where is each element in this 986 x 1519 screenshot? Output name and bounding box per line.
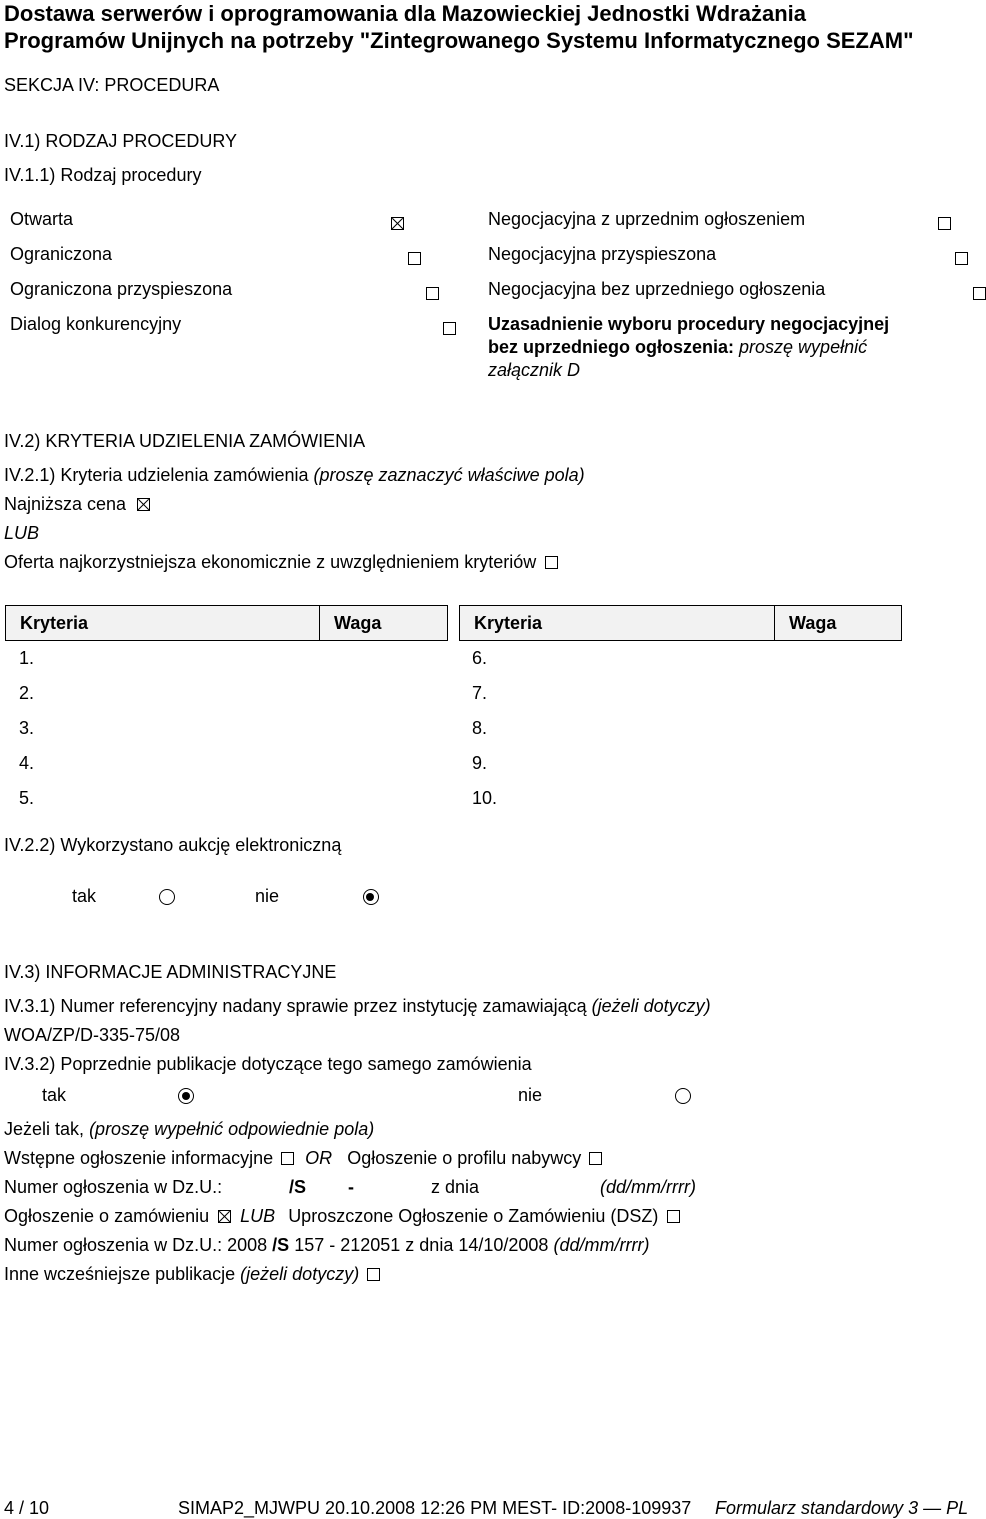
iv3-sub1-label: IV.3.1) Numer referencyjny nadany sprawie przez instytucję zamawiającą [4,996,587,1016]
iv1-subheading: IV.1.1) Rodzaj procedury [4,165,202,185]
buyer-profile-checkbox[interactable] [589,1152,602,1165]
buyer-profile-label: Ogłoszenie o profilu nabywcy [347,1148,582,1168]
criteria-number: 10. [472,788,498,808]
previous-yes-label: tak [42,1085,67,1105]
justification-italic: proszę wypełnić [739,337,868,357]
auction-no-radio[interactable] [363,889,379,905]
lub-label: LUB [240,1206,276,1226]
justification-line1: Uzasadnienie wyboru procedury negocjacyjnej [488,314,890,334]
iv3-heading: IV.3) INFORMACJE ADMINISTRACYJNE [4,962,337,982]
oj1-date-format: (dd/mm/rrrr) [600,1177,696,1197]
procedure-negotiated-without-notice-checkbox[interactable] [973,287,986,300]
footer-dash: — [923,1498,942,1518]
footer-doc-id: SIMAP2_MJWPU 20.10.2008 12:26 PM MEST- ID:2008-109937 [178,1498,692,1518]
pin-checkbox[interactable] [281,1152,294,1165]
other-publications-label: Inne wcześniejsze publikacje [4,1264,236,1284]
procedure-negotiated-with-notice-checkbox[interactable] [938,217,951,230]
simplified-notice-label: Uproszczone Ogłoszenie o Zamówieniu (DSZ) [288,1206,659,1226]
procedure-negotiated-accelerated-checkbox[interactable] [955,252,968,265]
or-label: LUB [4,523,40,543]
other-publications-checkbox[interactable] [367,1268,380,1281]
iv2-sub1-label: IV.2.1) Kryteria udzielenia zamówienia [4,465,309,485]
pin-label: Wstępne ogłoszenie informacyjne [4,1148,274,1168]
iv3-sub1-note: (jeżeli dotyczy) [591,996,711,1016]
section-heading: SEKCJA IV: PROCEDURA [4,75,220,95]
criteria-number: 8. [472,718,488,738]
pin-row [4,1147,602,1169]
oj2-slash-s: /S [272,1235,290,1255]
oj2-date: 14/10/2008 [458,1235,549,1255]
oj2-label: Numer ogłoszenia w Dz.U.: [4,1235,223,1255]
criteria-number: 7. [472,683,488,703]
footer-page-number: 4 / 10 [4,1498,50,1518]
oj2-number: 157 - 212051 [294,1235,401,1255]
oj2-date-label: z dnia [405,1235,454,1255]
most-advantageous-row [4,551,558,573]
most-advantageous-checkbox[interactable] [545,556,558,569]
reference-number: WOA/ZP/D-335-75/08 [4,1025,181,1045]
or-en-label: OR [305,1148,333,1168]
criteria-number: 2. [19,683,35,703]
lowest-price-label: Najniższa cena [4,494,127,514]
criteria-number: 5. [19,788,35,808]
procedure-accelerated-restricted-checkbox[interactable] [426,287,439,300]
iv2-sub2: IV.2.2) Wykorzystano aukcję elektroniczną [4,835,342,855]
most-advantageous-label: Oferta najkorzystniejsza ekonomicznie z uwzględnieniem kryteriów [4,552,537,572]
simplified-notice-checkbox[interactable] [667,1210,680,1223]
iv3-sub1 [4,995,711,1017]
criteria-number: 3. [19,718,35,738]
justification-line2 [488,336,867,358]
procedure-restricted-label: Ograniczona [10,244,113,264]
footer-form-name [715,1497,968,1519]
oj1-label: Numer ogłoszenia w Dz.U.: [4,1177,223,1197]
justification-line3: załącznik D [488,360,581,380]
weight-header-1: Waga [319,605,448,641]
oj2-row [4,1234,649,1256]
lowest-price-checkbox[interactable] [137,498,150,511]
oj2-date-format: (dd/mm/rrrr) [553,1235,650,1255]
document-title-line1: Dostawa serwerów i oprogramowania dla Mazowieckiej Jednostki Wdrażania [4,1,807,26]
if-yes-row [4,1118,374,1140]
criteria-number: 9. [472,753,488,773]
justification-bold: bez uprzedniego ogłoszenia: [488,337,735,357]
iv3-sub2: IV.3.2) Poprzednie publikacje dotyczące tego samego zamówienia [4,1054,532,1074]
procedure-competitive-dialogue-checkbox[interactable] [443,322,456,335]
oj2-year: 2008 [227,1235,268,1255]
procedure-negotiated-without-notice-label: Negocjacyjna bez uprzedniego ogłoszenia [488,279,826,299]
auction-yes-radio[interactable] [159,889,175,905]
oj1-date-label: z dnia [431,1177,480,1197]
previous-no-radio[interactable] [675,1088,691,1104]
criteria-number: 4. [19,753,35,773]
previous-yes-radio[interactable] [178,1088,194,1104]
lowest-price-row [4,493,150,515]
criteria-number: 1. [19,648,35,668]
other-publications-row [4,1263,380,1285]
criteria-header-1: Kryteria [5,605,321,641]
contract-notice-label: Ogłoszenie o zamówieniu [4,1206,210,1226]
footer-lang: PL [946,1498,969,1518]
procedure-accelerated-restricted-label: Ograniczona przyspieszona [10,279,233,299]
oj1-slash-s: /S [289,1177,307,1197]
procedure-negotiated-with-notice-label: Negocjacyjna z uprzednim ogłoszeniem [488,209,806,229]
procedure-restricted-checkbox[interactable] [408,252,421,265]
other-publications-note: (jeżeli dotyczy) [240,1264,360,1284]
auction-no-label: nie [255,886,280,906]
auction-yes-label: tak [72,886,97,906]
iv2-heading: IV.2) KRYTERIA UDZIELENIA ZAMÓWIENIA [4,431,366,451]
criteria-number: 6. [472,648,488,668]
procedure-open-checkbox[interactable] [391,217,404,230]
iv2-sub1 [4,464,585,486]
document-title-line2: Programów Unijnych na potrzeby "Zintegrowanego Systemu Informatycznego SEZAM" [4,28,914,53]
criteria-header-2: Kryteria [459,605,776,641]
previous-no-label: nie [518,1085,543,1105]
iv1-heading: IV.1) RODZAJ PROCEDURY [4,131,238,151]
weight-header-2: Waga [774,605,902,641]
procedure-competitive-dialogue-label: Dialog konkurencyjny [10,314,182,334]
iv2-sub1-note: (proszę zaznaczyć właściwe pola) [313,465,585,485]
procedure-open-label: Otwarta [10,209,74,229]
oj1-dash: - [348,1177,354,1197]
footer-form: Formularz standardowy 3 [715,1498,919,1518]
if-yes-note: (proszę wypełnić odpowiednie pola) [89,1119,375,1139]
if-yes-label: Jeżeli tak, [4,1119,85,1139]
procedure-negotiated-accelerated-label: Negocjacyjna przyspieszona [488,244,717,264]
contract-notice-row [4,1205,680,1227]
contract-notice-checkbox[interactable] [218,1210,231,1223]
